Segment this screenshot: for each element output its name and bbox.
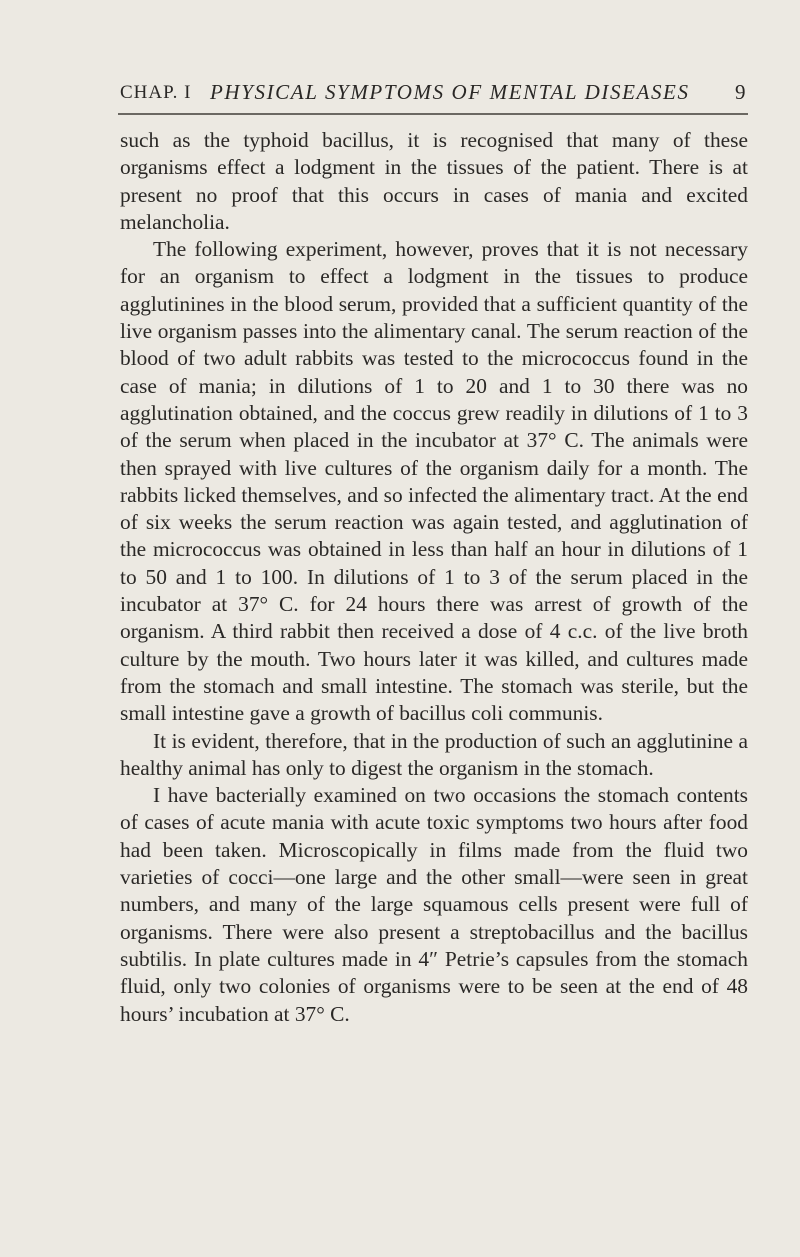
header-rule	[118, 113, 748, 115]
running-title: PHYSICAL SYMPTOMS OF MENTAL DISEASES	[210, 80, 690, 104]
page-header	[0, 0, 800, 120]
paragraph: It is evident, therefore, that in the production of such an agglutinine a healthy animal has only to digest the organism in the stomach.	[120, 728, 748, 780]
paragraph: I have bacterially examined on two occasions the stomach contents of cases of acute mania with acute toxic symptoms two hours after food had been taken. Microscopically in films made from the fluid two varieties of cocci—one large and the other small—were seen in great numbers, and many of the large squamous cells present were full of organisms. There were also present a streptobacillus and the bacillus subtilis. In plate cultures made in 4″ Petrie’s capsules from the stomach fluid, only two colonies of organisms were to be seen at the end of 48 hours’ incubation at 37° C.	[120, 783, 748, 1026]
paragraph: The following experiment, however, proves that it is not necessary for an organism to effect a lodgment in the tissues to produce agglutinines in the blood serum, provided that a sufficient quantity of the live organism passes into the alimentary canal. The serum reaction of the blood of two adult rabbits was tested to the micrococcus found in the case of mania; in dilutions of 1 to 20 and 1 to 30 there was no agglutination obtained, and the coccus grew readily in dilutions of 1 to 3 of the serum when placed in the incubator at 37° C. The animals were then sprayed with live cultures of the organism daily for a month. The rabbits licked themselves, and so infected the alimentary tract. At the end of six weeks the serum reaction was again tested, and agglutination of the micrococcus was obtained in less than half an hour in dilutions of 1 to 50 and 1 to 100. In dilutions of 1 to 3 of the serum placed in the incubator at 37° C. for 24 hours there was arrest of growth of the organism. A third rabbit then received a dose of 4 c.c. of the live broth culture by the mouth. Two hours later it was killed, and cultures made from the stomach and small intestine. The stomach was sterile, but the small intestine gave a growth of bacillus coli communis.	[120, 237, 748, 726]
page-number: 9	[735, 80, 746, 104]
chapter-label: CHAP. I	[120, 82, 192, 103]
page-body	[120, 127, 748, 1028]
paragraph: such as the typhoid bacillus, it is recognised that many of these organisms effect a lodgment in the tissues of the patient. There is at present no proof that this occurs in cases of mania and excited melancholia.	[120, 128, 748, 234]
